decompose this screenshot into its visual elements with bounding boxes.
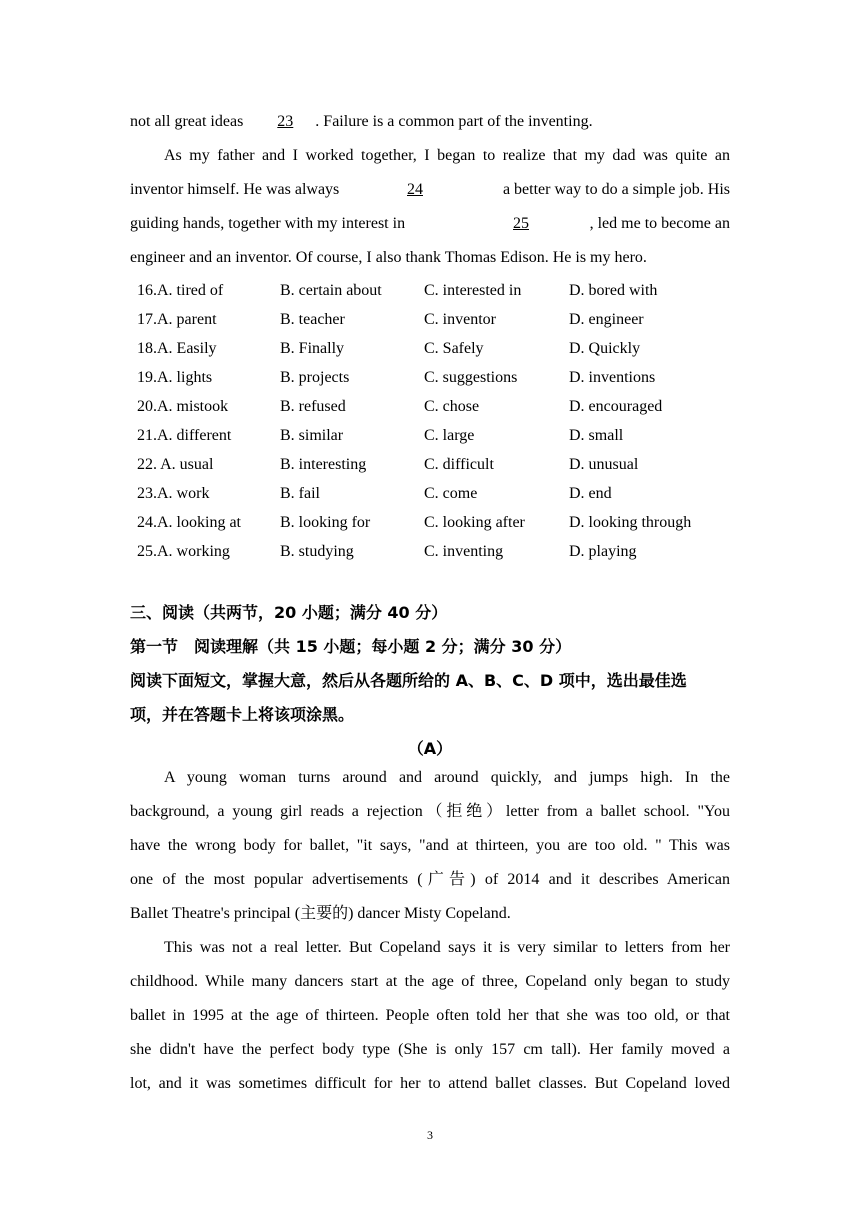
text-segment: a better way to do a simple job. His	[502, 181, 730, 198]
option-b: B. interesting	[280, 456, 367, 473]
text-segment: , led me to become an	[589, 215, 730, 232]
passage-line: lot, and it was sometimes difficult for her to attend ballet classes. But Copeland loved	[130, 1075, 730, 1092]
passage-line: Ballet Theatre's principal (主要的) dancer Misty Copeland.	[130, 905, 511, 922]
option-d: D. looking through	[569, 514, 692, 531]
passage-line: As my father and I worked together, I began to realize that my dad was quite an	[164, 147, 730, 164]
option-row	[137, 310, 737, 330]
option-b: B. certain about	[280, 282, 382, 299]
option-a: 18.A. Easily	[137, 340, 217, 357]
option-row	[137, 542, 737, 562]
option-row	[137, 368, 737, 388]
option-b: B. Finally	[280, 340, 345, 357]
option-b: B. similar	[280, 427, 344, 444]
text-segment: guiding hands, together with my interest in	[130, 215, 406, 232]
passage-line: ballet in 1995 at the age of thirteen. People often told her that she was too old, or that	[130, 1007, 730, 1024]
passage-line: childhood. While many dancers start at the age of three, Copeland only began to study	[130, 973, 730, 990]
option-c: C. large	[424, 427, 475, 444]
passage-line: A young woman turns around and around quickly, and jumps high. In the	[164, 769, 730, 786]
passage-line: have the wrong body for ballet, "it says, "and at thirteen, you are too old. " This was	[130, 837, 730, 854]
passage-line: This was not a real letter. But Copeland says it is very similar to letters from her	[164, 939, 730, 956]
text-segment: . Failure is a common part of the inventing.	[315, 113, 593, 130]
option-row	[137, 397, 737, 417]
option-a: 22. A. usual	[137, 456, 214, 473]
passage-line: she didn't have the perfect body type (She is only 157 cm tall). Her family moved a	[130, 1041, 730, 1058]
option-d: D. encouraged	[569, 398, 663, 415]
option-c: C. inventing	[424, 543, 504, 560]
option-a: 24.A. looking at	[137, 514, 241, 531]
option-b: B. looking for	[280, 514, 371, 531]
text-segment: not all great ideas	[130, 113, 244, 130]
option-row	[137, 426, 737, 446]
option-d: D. end	[569, 485, 612, 502]
option-a: 23.A. work	[137, 485, 210, 502]
option-d: D. bored with	[569, 282, 658, 299]
option-c: C. difficult	[424, 456, 494, 473]
option-b: B. projects	[280, 369, 350, 386]
option-c: C. looking after	[424, 514, 525, 531]
answer-blank-23: 23	[277, 113, 294, 130]
answer-blank-25: 25	[513, 215, 529, 232]
option-d: D. inventions	[569, 369, 656, 386]
option-c: C. suggestions	[424, 369, 518, 386]
option-b: B. refused	[280, 398, 346, 415]
option-b: B. studying	[280, 543, 354, 560]
option-c: C. come	[424, 485, 478, 502]
option-d: D. unusual	[569, 456, 639, 473]
passage-line: engineer and an inventor. Of course, I also thank Thomas Edison. He is my hero.	[130, 249, 647, 266]
option-row	[137, 281, 737, 301]
option-d: D. small	[569, 427, 624, 444]
subsection-heading: 第一节 阅读理解（共 15 小题；每小题 2 分；满分 30 分）	[130, 637, 572, 656]
text-segment: inventor himself. He was always	[130, 181, 340, 198]
option-d: D. engineer	[569, 311, 644, 328]
instructions-line: 阅读下面短文，掌握大意，然后从各题所给的 A、B、C、D 项中，选出最佳选	[130, 671, 687, 690]
option-a: 17.A. parent	[137, 311, 217, 328]
option-a: 25.A. working	[137, 543, 230, 560]
passage-label: （A）	[407, 739, 453, 758]
instructions-line: 项，并在答题卡上将该项涂黑。	[130, 705, 355, 724]
passage-line: one of the most popular advertisements (广告) of 2014 and it describes American	[130, 871, 730, 888]
passage-line: background, a young girl reads a rejection（拒绝）letter from a ballet school. "You	[130, 803, 730, 820]
option-c: C. interested in	[424, 282, 522, 299]
option-row	[137, 484, 737, 504]
option-a: 21.A. different	[137, 427, 232, 444]
option-a: 20.A. mistook	[137, 398, 229, 415]
page-number: 3	[427, 1128, 433, 1142]
option-row	[137, 513, 737, 533]
section-heading: 三、阅读（共两节，20 小题；满分 40 分）	[130, 603, 448, 622]
passage-line	[130, 112, 730, 132]
option-c: C. Safely	[424, 340, 484, 357]
option-a: 19.A. lights	[137, 369, 213, 386]
option-d: D. Quickly	[569, 340, 641, 357]
option-d: D. playing	[569, 543, 637, 560]
option-b: B. fail	[280, 485, 320, 502]
option-c: C. inventor	[424, 311, 496, 328]
option-a: 16.A. tired of	[137, 282, 224, 299]
option-b: B. teacher	[280, 311, 345, 328]
option-row	[137, 339, 737, 359]
option-row	[137, 455, 737, 475]
answer-blank-24: 24	[407, 181, 423, 198]
option-c: C. chose	[424, 398, 480, 415]
